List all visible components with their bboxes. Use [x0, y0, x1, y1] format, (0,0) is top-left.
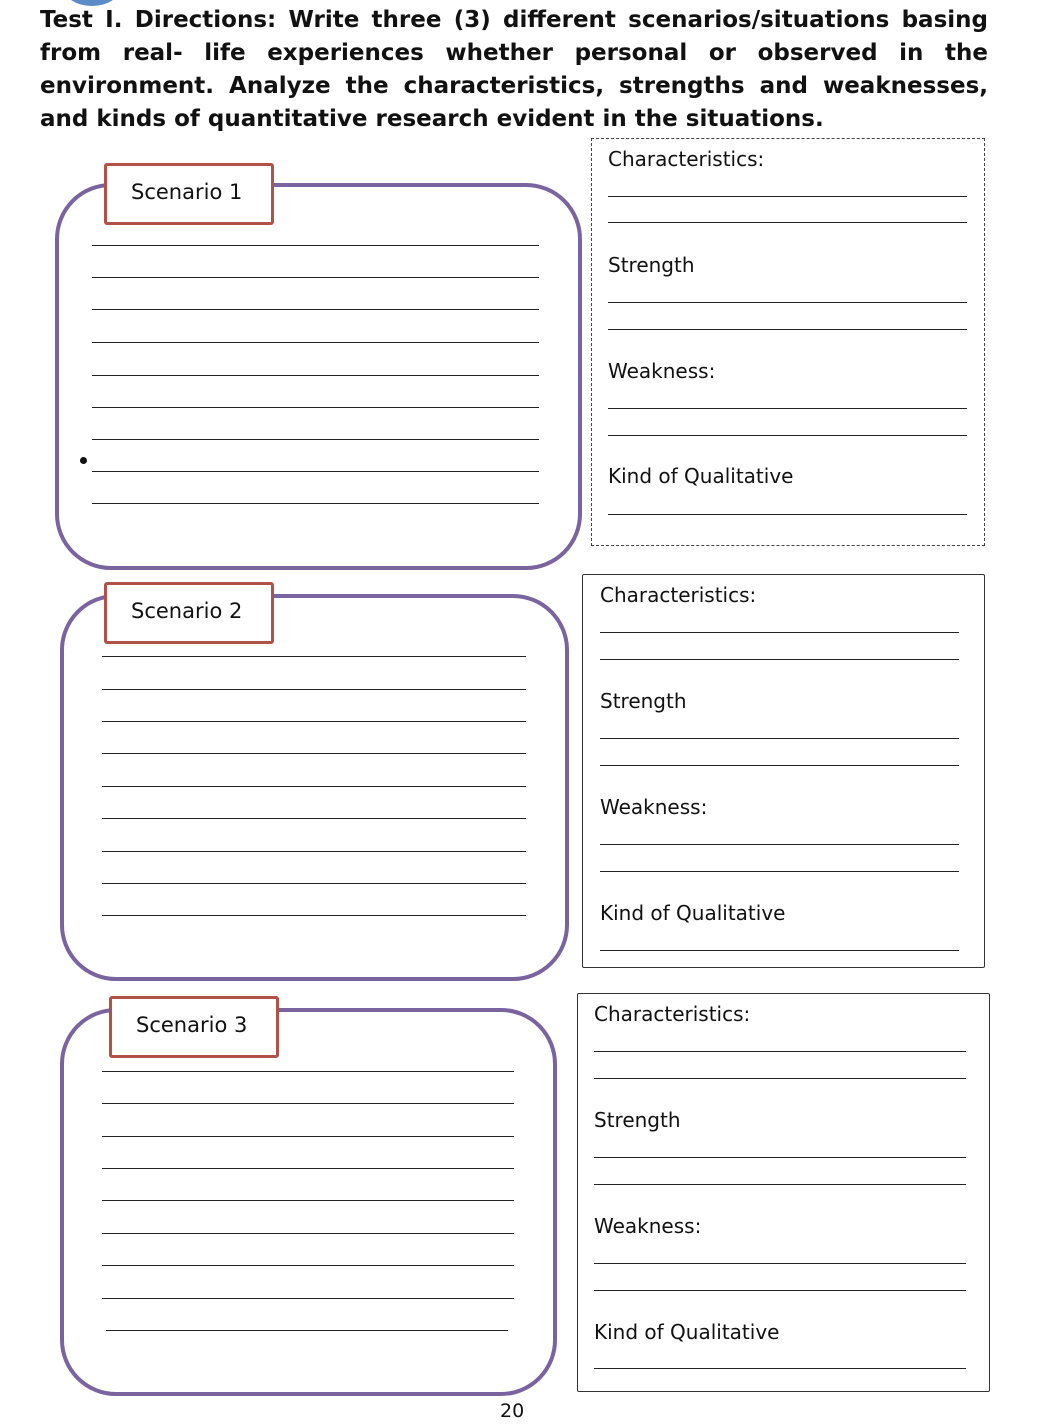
scenario-3-answer-line[interactable]: [102, 1071, 514, 1072]
scenario-1-answer-line[interactable]: [92, 471, 539, 472]
weakness-answer-line[interactable]: [600, 844, 959, 845]
page-number: 20: [500, 1400, 525, 1422]
scenario-1-answer-line[interactable]: [92, 245, 539, 246]
characteristics-answer-line[interactable]: [600, 632, 959, 633]
scenario-2-answer-line[interactable]: [102, 656, 526, 657]
scenario-2-answer-line[interactable]: [102, 689, 526, 690]
scenario-3-answer-line[interactable]: [102, 1103, 514, 1104]
scenario-3-answer-line[interactable]: [102, 1200, 514, 1201]
scenario-1-box: [55, 183, 582, 570]
strength-label: Strength: [594, 1108, 681, 1132]
scenario-1-answer-line[interactable]: [92, 277, 539, 278]
kind-answer-line[interactable]: [594, 1368, 966, 1369]
scenario-3-label: Scenario 3: [109, 996, 279, 1058]
kind-answer-line[interactable]: [600, 950, 959, 951]
characteristics-label: Characteristics:: [600, 583, 757, 607]
strength-answer-line[interactable]: [600, 738, 959, 739]
strength-answer-line[interactable]: [600, 765, 959, 766]
scenario-1-answer-line[interactable]: [92, 342, 539, 343]
strength-answer-line[interactable]: [608, 329, 967, 330]
scenario-2-answer-line[interactable]: [102, 915, 526, 916]
weakness-answer-line[interactable]: [608, 408, 967, 409]
weakness-label: Weakness:: [600, 795, 708, 819]
scenario-2-answer-line[interactable]: [102, 721, 526, 722]
scenario-3-answer-line[interactable]: [106, 1330, 508, 1331]
scenario-1-answer-line[interactable]: [92, 309, 539, 310]
kind-answer-line[interactable]: [608, 514, 967, 515]
scenario-1-answer-line[interactable]: [92, 375, 539, 376]
strength-label: Strength: [600, 689, 687, 713]
scenario-2-label: Scenario 2: [104, 582, 274, 644]
scenario-1-answer-line[interactable]: [92, 503, 539, 504]
scenario-2-answer-line[interactable]: [102, 883, 526, 884]
weakness-label: Weakness:: [608, 359, 716, 383]
scenario-1-answer-line[interactable]: [92, 439, 539, 440]
strength-answer-line[interactable]: [608, 302, 967, 303]
scenario-2-answer-line[interactable]: [102, 753, 526, 754]
weakness-answer-line[interactable]: [600, 871, 959, 872]
characteristics-answer-line[interactable]: [594, 1078, 966, 1079]
characteristics-answer-line[interactable]: [600, 659, 959, 660]
strength-label: Strength: [608, 253, 695, 277]
characteristics-label: Characteristics:: [594, 1002, 751, 1026]
weakness-answer-line[interactable]: [594, 1290, 966, 1291]
scenario-3-answer-line[interactable]: [102, 1136, 514, 1137]
scenario-2-box: [60, 594, 569, 981]
scenario-3-answer-line[interactable]: [102, 1298, 514, 1299]
scenario-2-answer-line[interactable]: [102, 851, 526, 852]
scenario-1-label: Scenario 1: [104, 163, 274, 225]
characteristics-answer-line[interactable]: [608, 196, 967, 197]
scenario-2-answer-line[interactable]: [102, 818, 526, 819]
scenario-3-answer-line[interactable]: [102, 1168, 514, 1169]
characteristics-answer-line[interactable]: [594, 1051, 966, 1052]
weakness-answer-line[interactable]: [608, 435, 967, 436]
kind-label: Kind of Qualitative: [600, 901, 786, 925]
weakness-label: Weakness:: [594, 1214, 702, 1238]
scenario-2-answer-line[interactable]: [102, 786, 526, 787]
kind-label: Kind of Qualitative: [594, 1320, 780, 1344]
kind-label: Kind of Qualitative: [608, 464, 794, 488]
characteristics-label: Characteristics:: [608, 147, 765, 171]
bullet-dot: [80, 457, 87, 464]
characteristics-answer-line[interactable]: [608, 222, 967, 223]
strength-answer-line[interactable]: [594, 1157, 966, 1158]
weakness-answer-line[interactable]: [594, 1263, 966, 1264]
scenario-1-answer-line[interactable]: [92, 407, 539, 408]
strength-answer-line[interactable]: [594, 1184, 966, 1185]
directions-text: Test I. Directions: Write three (3) different scenarios/situations basing from real- life experiences whether personal or observed in the environment. Analyze the characteristics, strengths and weaknesses, and kinds of quantitative research evident in the situations.: [40, 7, 988, 132]
scenario-3-box: [60, 1008, 557, 1396]
scenario-3-answer-line[interactable]: [102, 1265, 514, 1266]
scenario-3-answer-line[interactable]: [102, 1233, 514, 1234]
